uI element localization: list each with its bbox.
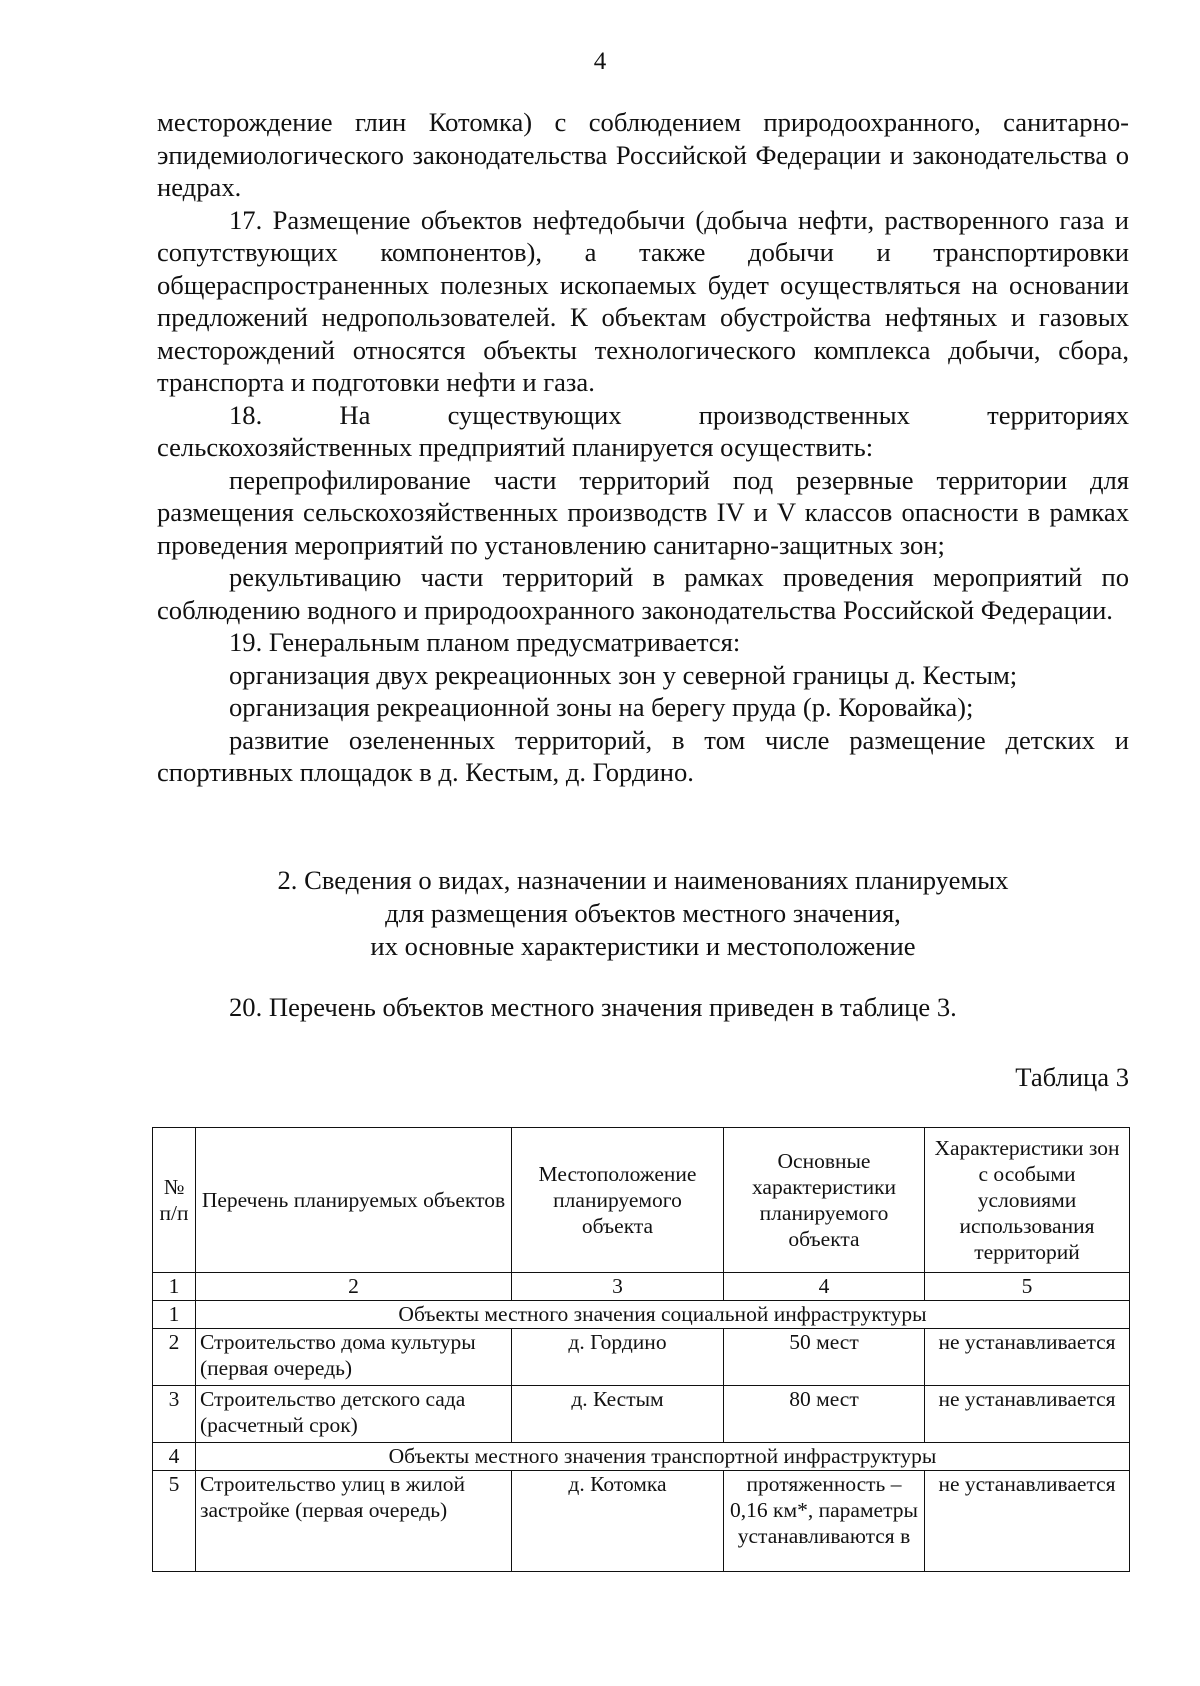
characteristics-cell: протяженность – 0,16 км*, параметры устанавливаются в bbox=[724, 1471, 925, 1572]
location-cell: д. Гордино bbox=[512, 1329, 724, 1386]
table-header-cell: Основные характеристики планируемого объекта bbox=[724, 1128, 925, 1273]
page-number: 4 bbox=[593, 48, 607, 75]
column-number-cell: 1 bbox=[153, 1273, 196, 1301]
section-title-cell: Объекты местного значения транспортной инфраструктуры bbox=[196, 1443, 1130, 1471]
paragraph-19-item-1: организация двух рекреационных зон у северной границы д. Кестым; bbox=[229, 659, 1018, 690]
paragraph-19-item-3: развитие озелененных территорий, в том числе размещение детских и спортивных площадок в д. Кестым, д. Гордино. bbox=[157, 724, 1129, 787]
table-header-cell: Перечень планируемых объектов bbox=[196, 1128, 512, 1273]
table-column-numbers-row bbox=[153, 1273, 1130, 1301]
object-cell: Строительство детского сада (расчетный срок) bbox=[196, 1386, 512, 1443]
column-number-cell: 3 bbox=[512, 1273, 724, 1301]
table-header-cell: № п/п bbox=[153, 1128, 196, 1273]
section-heading-line: для размещения объектов местного значения, bbox=[385, 898, 901, 928]
paragraph-19-item-2: организация рекреационной зоны на берегу пруда (р. Коровайка); bbox=[229, 692, 974, 722]
row-number-cell: 1 bbox=[153, 1301, 196, 1329]
table-row bbox=[153, 1329, 1130, 1386]
table-row bbox=[153, 1471, 1130, 1572]
characteristics-cell: 80 мест bbox=[724, 1386, 925, 1443]
zones-cell: не устанавливается bbox=[925, 1471, 1130, 1572]
column-number-cell: 4 bbox=[724, 1273, 925, 1301]
document-body bbox=[157, 106, 1129, 789]
table-section-row bbox=[153, 1301, 1130, 1329]
location-cell: д. Котомка bbox=[512, 1471, 724, 1572]
section-heading bbox=[157, 864, 1129, 963]
zones-cell: не устанавливается bbox=[925, 1329, 1130, 1386]
column-number-cell: 5 bbox=[925, 1273, 1130, 1301]
row-number-cell: 5 bbox=[153, 1471, 196, 1572]
paragraph-18-item-2: рекультивацию части территорий в рамках проведения мероприятий по соблюдению водного и природоохранного законодательства Российской Федерации. bbox=[157, 562, 1129, 625]
paragraph-18: 18. На существующих производственных территориях bbox=[229, 399, 1129, 430]
section-heading-line: их основные характеристики и местоположение bbox=[370, 931, 916, 961]
table-section-row bbox=[153, 1443, 1130, 1471]
paragraph-continuation: месторождение глин Котомка) с соблюдением природоохранного, санитарно-эпидемиологического законодательства Российской Федерации и законодательства о недрах. bbox=[157, 107, 1129, 202]
paragraph-18-continuation: сельскохозяйственных предприятий планируется осуществить: bbox=[157, 432, 874, 462]
object-cell: Строительство дома культуры (первая очередь) bbox=[196, 1329, 512, 1386]
paragraph-18-item-1: перепрофилирование части территорий под резервные территории для размещения сельскохозяйственных производств IV и V классов опасности в рамках проведения мероприятий по установлению санитарно-защитных зон; bbox=[157, 464, 1129, 560]
location-cell: д. Кестым bbox=[512, 1386, 724, 1443]
table-caption: Таблица 3 bbox=[1015, 1062, 1129, 1092]
column-number-cell: 2 bbox=[196, 1273, 512, 1301]
table-header-cell: Характеристики зон с особыми условиями использования территорий bbox=[925, 1128, 1130, 1273]
row-number-cell: 3 bbox=[153, 1386, 196, 1443]
table-header-cell: Местоположение планируемого объекта bbox=[512, 1128, 724, 1273]
row-number-cell: 4 bbox=[153, 1443, 196, 1471]
zones-cell: не устанавливается bbox=[925, 1386, 1130, 1443]
section-title-cell: Объекты местного значения социальной инфраструктуры bbox=[196, 1301, 1130, 1329]
objects-table bbox=[152, 1127, 1130, 1572]
paragraph-19: 19. Генеральным планом предусматривается: bbox=[229, 627, 741, 657]
characteristics-cell: 50 мест bbox=[724, 1329, 925, 1386]
row-number-cell: 2 bbox=[153, 1329, 196, 1386]
object-cell: Строительство улиц в жилой застройке (первая очередь) bbox=[196, 1471, 512, 1572]
section-heading-line: 2. Сведения о видах, назначении и наименованиях планируемых bbox=[277, 865, 1009, 895]
paragraph-17: 17. Размещение объектов нефтедобычи (добыча нефти, растворенного газа и сопутствующих компонентов), а также добычи и транспортировки общераспространенных полезных ископаемых будет осуществляться на основании предложений недропользователей. К объектам обустройства нефтяных и газовых месторождений относятся объекты технологического комплекса добычи, сбора, транспорта и подготовки нефти и газа. bbox=[157, 204, 1129, 397]
table-row bbox=[153, 1386, 1130, 1443]
paragraph-20: 20. Перечень объектов местного значения приведен в таблице 3. bbox=[229, 992, 957, 1022]
table-header-row bbox=[153, 1128, 1130, 1273]
